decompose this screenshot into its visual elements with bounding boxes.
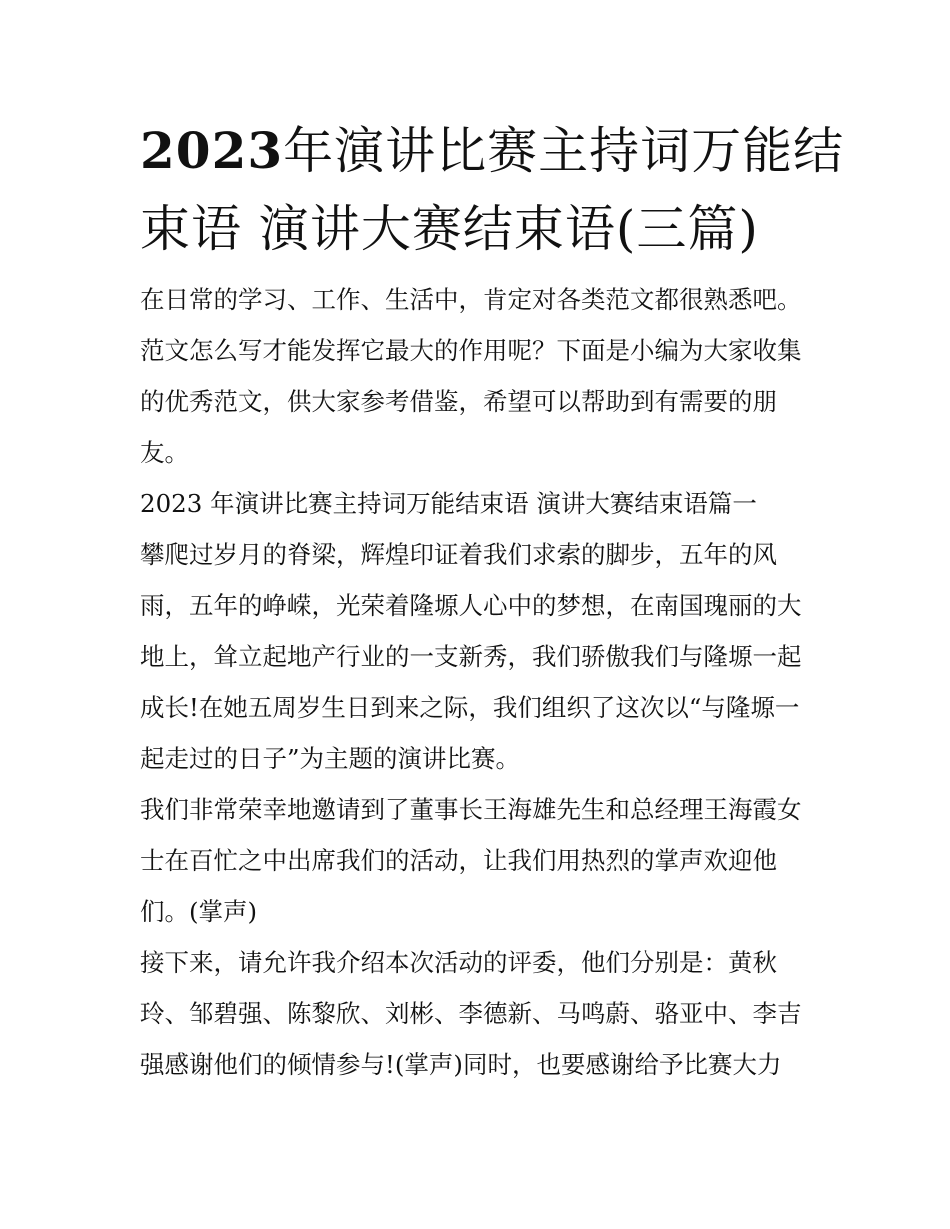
- text-line: 的优秀范文，供大家参考借鉴，希望可以帮助到有需要的朋: [140, 387, 777, 416]
- text-line: 玲、邹碧强、陈黎欣、刘彬、李德新、马鸣蔚、骆亚中、李吉: [140, 999, 802, 1028]
- text-line: 士在百忙之中出席我们的活动，让我们用热烈的掌声欢迎他: [140, 846, 777, 875]
- title-line-1: [140, 112, 845, 190]
- text-line: 攀爬过岁月的脊梁，辉煌印证着我们求索的脚步，五年的风: [140, 540, 777, 569]
- title-year: 2023: [140, 121, 284, 180]
- document-title: [140, 112, 845, 268]
- text-line: 2023 年演讲比赛主持词万能结束语 演讲大赛结束语篇一: [140, 489, 757, 518]
- title-line-1-text: 年演讲比赛主持词万能结: [283, 122, 845, 180]
- text-line: 地上，耸立起地产行业的一支新秀，我们骄傲我们与隆塬一起: [140, 642, 802, 671]
- title-line-2: 束语 演讲大赛结束语(三篇): [140, 200, 759, 258]
- text-line: 友。: [140, 438, 189, 467]
- paragraph-judges: [140, 937, 820, 1090]
- paragraph-intro: [140, 274, 820, 478]
- text-line: 我们非常荣幸地邀请到了董事长王海雄先生和总经理王海霞女: [140, 795, 802, 824]
- text-line: 在日常的学习、工作、生活中，肯定对各类范文都很熟悉吧。: [140, 285, 802, 314]
- text-line: 接下来，请允许我介绍本次活动的评委，他们分别是：黄秋: [140, 948, 777, 977]
- text-line: 成长!在她五周岁生日到来之际，我们组织了这次以“与隆塬一: [140, 693, 800, 722]
- document-body: [140, 274, 820, 1090]
- text-line: 雨，五年的峥嵘，光荣着隆塬人心中的梦想，在南国瑰丽的大: [140, 591, 802, 620]
- text-line: 范文怎么写才能发挥它最大的作用呢？下面是小编为大家收集: [140, 336, 802, 365]
- text-line: 强感谢他们的倾情参与!(掌声)同时，也要感谢给予比赛大力: [140, 1050, 782, 1079]
- section-heading: [140, 478, 820, 529]
- paragraph-opening: [140, 529, 820, 784]
- text-line: 们。(掌声): [140, 897, 258, 926]
- paragraph-guests: [140, 784, 820, 937]
- text-line: 起走过的日子”为主题的演讲比赛。: [140, 744, 521, 773]
